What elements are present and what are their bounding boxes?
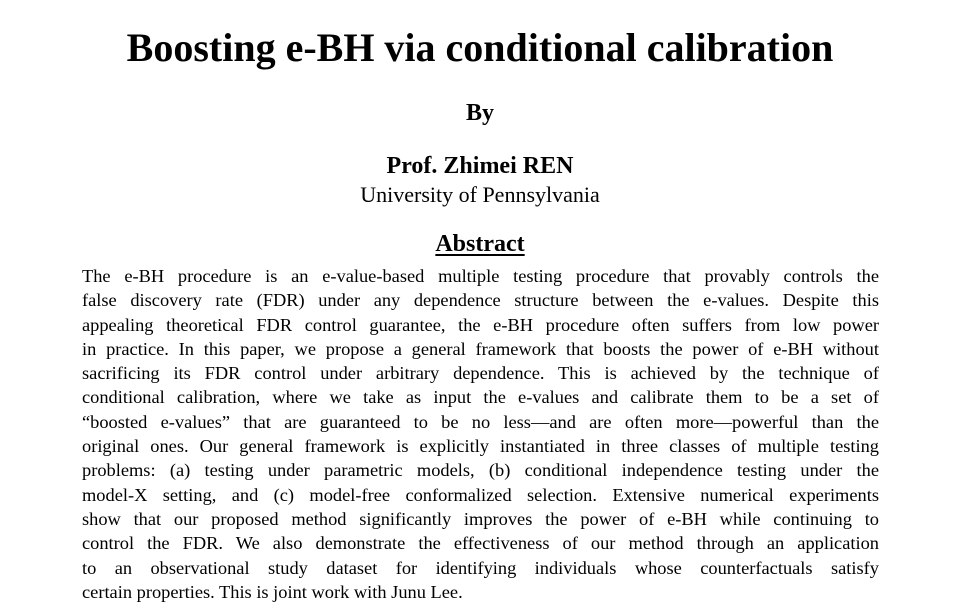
abstract-line: The e-BH procedure is an e-value-based multiple testing procedure that provably controls the — [82, 266, 879, 286]
abstract-line: “boosted e-values” that are guaranteed to be no less—and are often more—powerful than the — [82, 411, 879, 432]
abstract-body — [82, 264, 879, 604]
document-title: Boosting e-BH via conditional calibration — [126, 25, 834, 70]
author-name: Prof. Zhimei REN — [386, 153, 574, 179]
abstract-line: appealing theoretical FDR control guarantee, the e-BH procedure often suffers from low power — [82, 314, 879, 335]
abstract-line: sacrificing its FDR control under arbitrary dependence. This is achieved by the technique of — [82, 363, 879, 384]
abstract-line: control the FDR. We also demonstrate the effectiveness of our method through an application — [82, 533, 879, 554]
abstract-line: original ones. Our general framework is explicitly instantiated in three classes of multiple testing — [82, 436, 879, 457]
abstract-line: certain properties. This is joint work with Junu Lee. — [82, 581, 463, 602]
abstract-line: conditional calibration, where we take as input the e-values and calibrate them to be a set of — [82, 387, 879, 408]
abstract-line: false discovery rate (FDR) under any dependence structure between the e-values. Despite this — [82, 290, 879, 311]
author-affiliation: University of Pennsylvania — [360, 182, 600, 207]
abstract-heading — [0, 229, 960, 259]
abstract-line: problems: (a) testing under parametric models, (b) conditional independence testing under the — [82, 460, 879, 481]
by-label: By — [465, 100, 494, 126]
abstract-heading-text: Abstract — [435, 231, 525, 257]
abstract-line: to an observational study dataset for identifying individuals whose counterfactuals satisfy — [82, 557, 879, 578]
abstract-line: in practice. In this paper, we propose a general framework that boosts the power of e-BH without — [82, 338, 879, 359]
abstract-line: model-X setting, and (c) model-free conformalized selection. Extensive numerical experiments — [82, 484, 879, 505]
abstract-line: show that our proposed method significantly improves the power of e-BH while continuing to — [82, 508, 879, 529]
